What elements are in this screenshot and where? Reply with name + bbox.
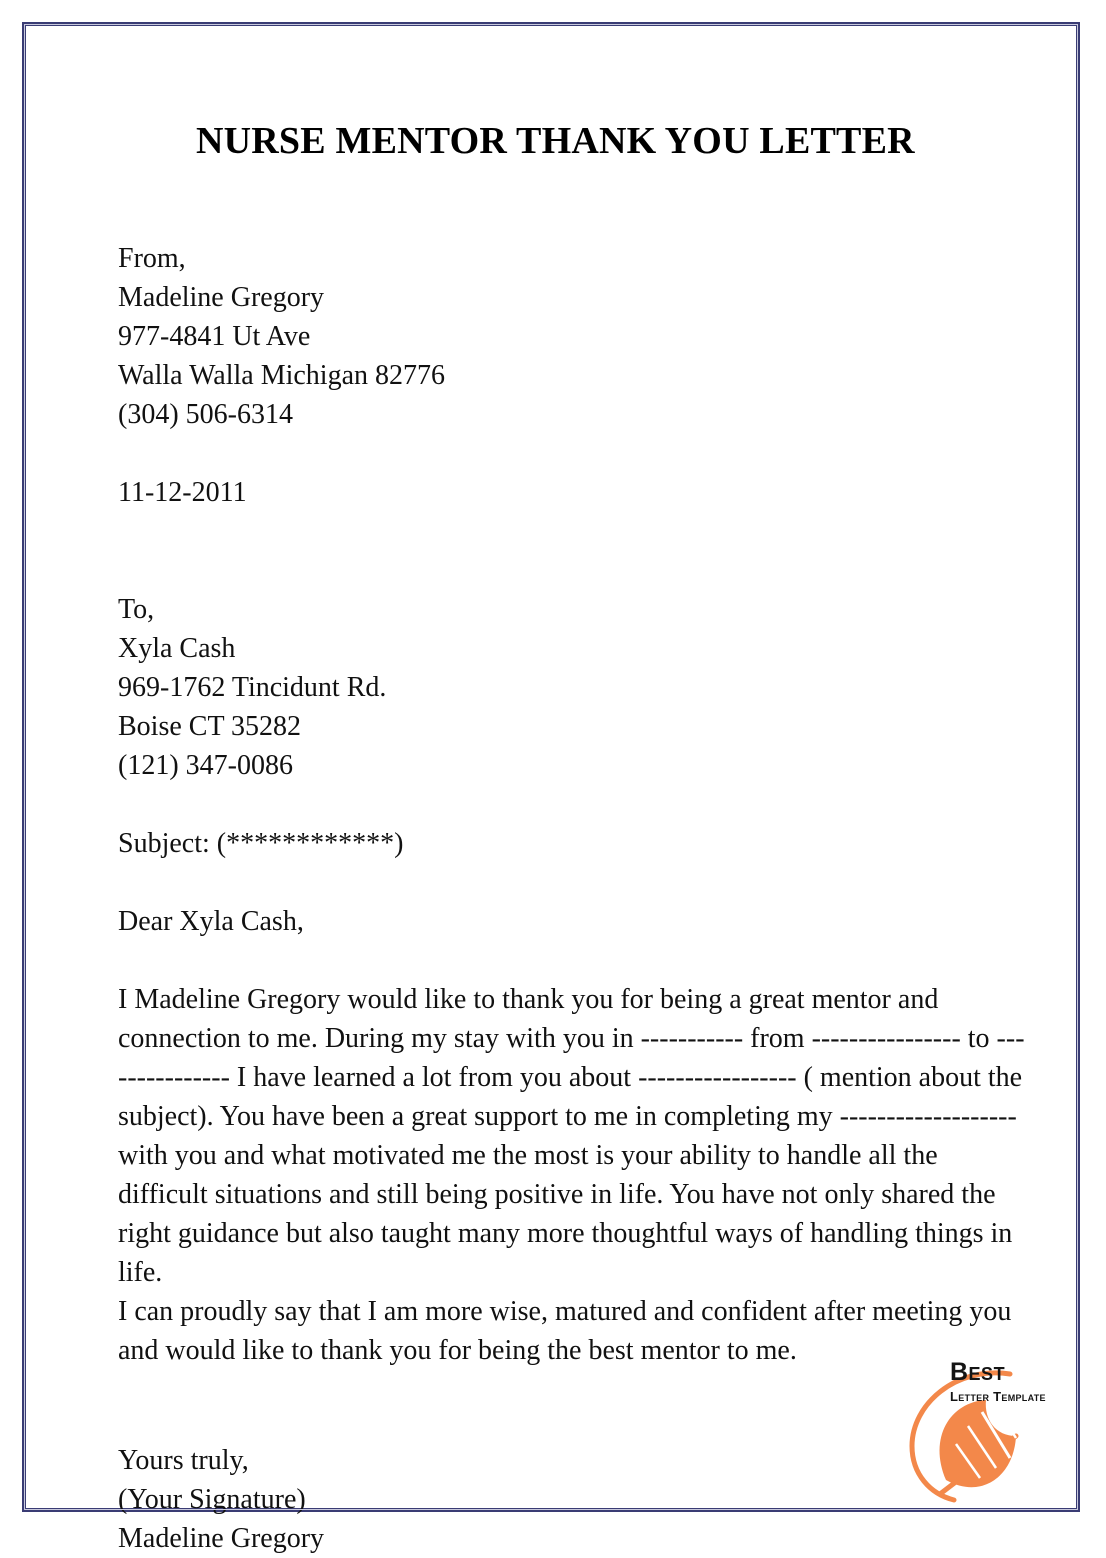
spacer-after-title-2 bbox=[118, 207, 1038, 239]
recipient-street: 969-1762 Tincidunt Rd. bbox=[118, 671, 387, 703]
spacer-before-body bbox=[118, 941, 1038, 980]
recipient-address-block bbox=[118, 590, 1038, 785]
sender-address-block bbox=[118, 239, 1038, 434]
sender-name: Madeline Gregory bbox=[118, 281, 325, 313]
recipient-name: Xyla Cash bbox=[118, 632, 236, 664]
letter-date: 11-12-2011 bbox=[118, 476, 247, 508]
sender-city-state-zip: Walla Walla Michigan 82776 bbox=[118, 359, 446, 391]
closing-sender-name: Madeline Gregory bbox=[118, 1522, 325, 1554]
valediction: Yours truly, bbox=[118, 1444, 249, 1476]
salutation: Dear Xyla Cash, bbox=[118, 905, 304, 937]
spacer-before-date bbox=[118, 434, 1038, 473]
spacer-after-title bbox=[118, 163, 1038, 207]
signature-placeholder: (Your Signature) bbox=[118, 1483, 306, 1515]
recipient-label: To, bbox=[118, 593, 155, 625]
spacer-before-salutation bbox=[118, 863, 1038, 902]
recipient-phone: (121) 347-0086 bbox=[118, 749, 293, 781]
sender-street: 977-4841 Ut Ave bbox=[118, 320, 311, 352]
subject-line: Subject: (************) bbox=[118, 827, 404, 859]
body-paragraph-2: I can proudly say that I am more wise, matured and confident after meeting you and would like to thank you for being the best mentor to me. bbox=[118, 1295, 1012, 1366]
spacer-before-recipient bbox=[118, 512, 1038, 551]
logo-brand: Best bbox=[950, 1358, 1006, 1386]
page-border-frame bbox=[22, 22, 1080, 1554]
sender-label: From, bbox=[118, 242, 186, 274]
sender-phone: (304) 506-6314 bbox=[118, 398, 293, 430]
best-letter-template-logo bbox=[898, 1352, 1058, 1512]
logo-text-block bbox=[950, 1360, 1046, 1403]
logo-tagline: Letter Template bbox=[950, 1389, 1046, 1404]
spacer-before-subject bbox=[118, 785, 1038, 824]
page-title: NURSE MENTOR THANK YOU LETTER bbox=[196, 120, 915, 162]
recipient-city-state-zip: Boise CT 35282 bbox=[118, 710, 302, 742]
spacer-before-recipient-2 bbox=[118, 551, 1038, 590]
letter-content bbox=[118, 121, 1038, 1558]
body-paragraph-1: I Madeline Gregory would like to thank you for being a great mentor and connection to me. During my stay with you in ----------- from ---------------- to --------------- I have learned a lot from you about ----------------- ( mention about the subject). You have been a great support to me in completing my ------------------- with you and what motivated me the most is your ability to handle all the difficult situations and still being positive in life. You have not only shared the right guidance but also taught many more thoughtful ways of handling things in life. bbox=[118, 983, 1025, 1288]
